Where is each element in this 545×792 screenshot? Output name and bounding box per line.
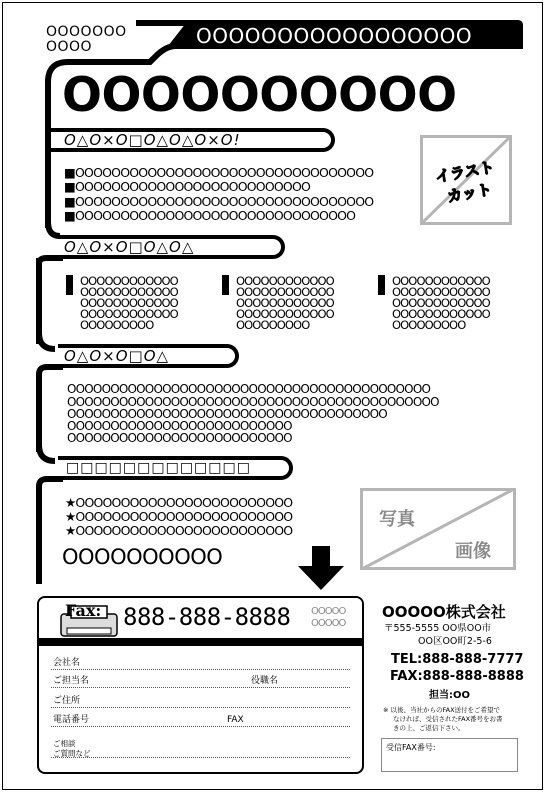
phone-field-label: 電話番号 xyxy=(53,715,90,725)
inquiry-label-2: ご質問など xyxy=(53,749,91,758)
company-contact: 担当:OO xyxy=(429,690,471,701)
column-2-line: OOOOOOOOOOOO xyxy=(236,285,334,299)
fax-field-label: FAX xyxy=(227,715,244,725)
section-3-line: OOOOOOOOOOOOOOOOOOOOOOOOOOOOOOOOOOOOOOOOOOO xyxy=(67,395,439,409)
section-4-star-line: ★OOOOOOOOOOOOOOOOOOOOOOOO xyxy=(65,509,293,524)
section-4-heading: □□□□□□□□□□□□□ xyxy=(66,460,251,476)
column-3-marker xyxy=(378,275,385,295)
illustration-label-2: カット xyxy=(445,180,494,206)
column-2-marker xyxy=(222,275,229,295)
fax-small-circles-2: OOOOO xyxy=(311,618,346,629)
address-field-label: ご住所 xyxy=(53,696,81,706)
company-address-1: 〒555-5555 OO県OO市 xyxy=(384,623,492,634)
illustration-placeholder xyxy=(420,135,512,225)
title-field-label: 役職名 xyxy=(251,676,279,686)
inquiry-label-1: ご相談 xyxy=(53,739,76,748)
fax-label: Fax: xyxy=(65,601,102,620)
section-3-line: OOOOOOOOOOOOOOOOOOOOOOOOOOOOOOOOOOOOOOOOOO xyxy=(67,382,431,396)
column-2-line: OOOOOOOOOOOO xyxy=(236,307,334,321)
illustration-label-1: イラスト xyxy=(433,157,496,187)
section-1-bullet: ■OOOOOOOOOOOOOOOOOOOOOOOOOOOOOOOOO xyxy=(64,165,374,180)
company-field-label: 会社名 xyxy=(53,658,81,668)
column-1-line: OOOOOOOOOOOO xyxy=(80,296,178,310)
column-3-line: OOOOOOOOOOOO xyxy=(392,274,490,288)
fax-small-circles-1: OOOOO xyxy=(311,606,346,617)
optout-note-1: ※ 以後、当社からのFAX送付をご希望で xyxy=(383,706,501,714)
section-1-bullet: ■OOOOOOOOOOOOOOOOOOOOOOOOOOOOOOOOO xyxy=(64,194,374,209)
photo-label-1: 写真 xyxy=(379,509,415,530)
company-fax: FAX:888-888-8888 xyxy=(390,669,524,684)
section-1-bullet: ■OOOOOOOOOOOOOOOOOOOOOOOOOOOOOOO xyxy=(64,208,356,223)
photo-label-2: 画像 xyxy=(455,541,491,562)
company-address-2: OO区OO町2-5-6 xyxy=(418,636,492,647)
receive-fax-number-label: 受信FAX番号: xyxy=(386,743,436,752)
fax-reply-form xyxy=(37,596,364,774)
section-1-heading: O△O×O□O△O△O×O! xyxy=(64,131,241,149)
column-3-line: OOOOOOOOOOOO xyxy=(392,307,490,321)
column-1-line: OOOOOOOOOOOO xyxy=(80,274,178,288)
section-3-line: OOOOOOOOOOOOOOOOOOOOOOOOOO xyxy=(67,419,292,433)
section-4-closing: OOOOOOOOOO xyxy=(62,545,223,569)
company-tel: TEL:888-888-7777 xyxy=(391,652,524,667)
section-connector xyxy=(33,476,63,492)
company-name: OOOOO株式会社 xyxy=(382,603,506,621)
company-field[interactable] xyxy=(51,654,350,670)
section-connector xyxy=(33,255,63,269)
section-3-line: OOOOOOOOOOOOOOOOOOOOOOOOOOOOOOOOOOOOO xyxy=(67,407,387,421)
column-3-line: OOOOOOOOOOOO xyxy=(392,296,490,310)
contact-field[interactable] xyxy=(51,672,350,688)
photo-placeholder xyxy=(360,488,516,570)
inquiry-field[interactable] xyxy=(51,736,350,758)
section-3-heading: O△O×O□O△ xyxy=(64,347,170,365)
section-3-line: OOOOOOOOOOOOOOOOOOOOOOOOOO xyxy=(67,431,292,445)
section-4-star-line: ★OOOOOOOOOOOOOOOOOOOOOOOO xyxy=(65,523,293,538)
section-1-bullet: ■OOOOOOOOOOOOOOOOOOOOOOOOOO xyxy=(64,179,311,194)
receive-fax-number-field[interactable] xyxy=(381,738,518,772)
column-1-marker xyxy=(66,275,73,295)
section-4-rail xyxy=(36,488,42,584)
optout-note-3: きの上、ご返信下さい。 xyxy=(393,724,465,732)
header-tag-line-1: OOOOOOO xyxy=(46,24,127,40)
column-1-line: OOOOOOOOOOOO xyxy=(80,285,178,299)
column-1-line: OOOOOOOOOOOO xyxy=(80,307,178,321)
section-2-heading: O△O×O□O△O△ xyxy=(64,238,195,256)
column-3-line: OOOOOOOOOOOO xyxy=(392,285,490,299)
column-3-line: OOOOOOOOO xyxy=(392,318,466,332)
header-bar-title: OOOOOOOOOOOOOOOOO xyxy=(196,24,473,48)
contact-field-label: ご担当名 xyxy=(53,676,90,686)
column-2-line: OOOOOOOOOOOO xyxy=(236,296,334,310)
section-connector xyxy=(33,364,63,380)
down-arrow-icon xyxy=(298,546,344,590)
fax-number: 888-888-8888 xyxy=(123,603,291,631)
section-4-star-line: ★OOOOOOOOOOOOOOOOOOOOOOOO xyxy=(65,495,293,510)
main-title: OOOOOOOOOO xyxy=(62,68,457,123)
phone-fax-field[interactable] xyxy=(51,711,350,727)
column-2-line: OOOOOOOOO xyxy=(236,318,310,332)
address-field[interactable] xyxy=(51,692,350,708)
column-2-line: OOOOOOOOOOOO xyxy=(236,274,334,288)
section-2-rail xyxy=(36,258,42,344)
column-1-line: OOOOOOOOO xyxy=(80,318,154,332)
section-3-rail xyxy=(36,376,42,452)
optout-note-2: なければ、受信されたFAX番号をお書 xyxy=(393,715,503,723)
header-tag-line-2: OOOO xyxy=(46,39,93,55)
